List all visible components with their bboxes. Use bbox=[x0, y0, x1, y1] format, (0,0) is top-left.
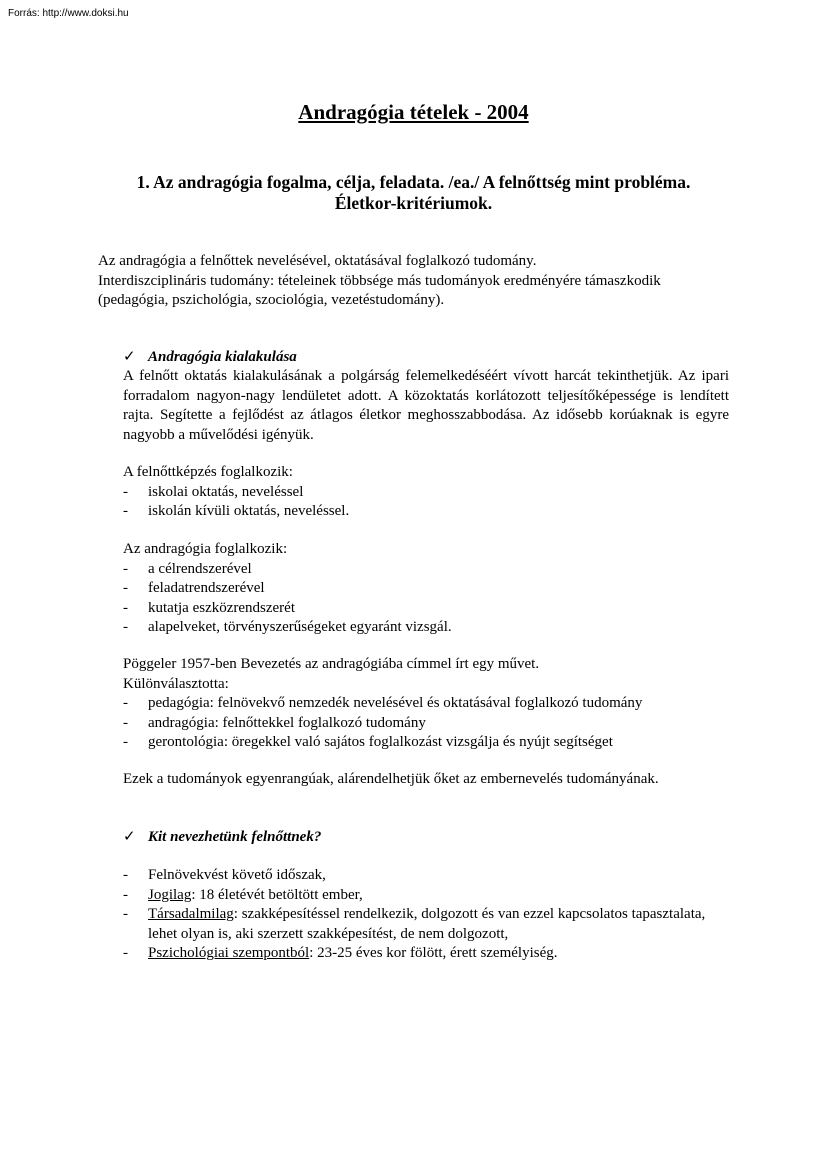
dash-bullet: - bbox=[123, 734, 128, 751]
dash-bullet: - bbox=[123, 945, 128, 962]
list-item: - gerontológia: öregekkel való sajátos foglalkozást vizsgálja és nyújt segítséget bbox=[123, 733, 729, 753]
list-item: - Felnövekvést követő időszak, bbox=[123, 866, 729, 886]
dash-bullet: - bbox=[123, 483, 128, 500]
section-title: Kit nevezhetünk felnőttnek? bbox=[148, 829, 322, 845]
dash-bullet: - bbox=[123, 560, 128, 577]
poggeler-line: Pöggeler 1957-ben Bevezetés az andragógiába címmel írt egy művet. bbox=[123, 656, 540, 672]
section-title: Andragógia kialakulása bbox=[148, 349, 297, 365]
dash-bullet: - bbox=[123, 906, 128, 923]
list-item: - pedagógia: felnövekvő nemzedék nevelésével és oktatásával foglalkozó tudomány bbox=[123, 694, 729, 714]
intro-line: (pedagógia, pszichológia, szociológia, vezetéstudomány). bbox=[98, 292, 445, 309]
list-item: - alapelveket, törvényszerűségeket egyaránt vizsgál. bbox=[123, 618, 729, 638]
dash-bullet: - bbox=[123, 599, 128, 616]
underlined-term: Jogilag bbox=[148, 886, 192, 903]
dash-bullet: - bbox=[123, 580, 128, 597]
dash-bullet: - bbox=[123, 695, 128, 712]
chapter-heading bbox=[80, 172, 747, 214]
section-heading-kialakulas bbox=[123, 347, 297, 367]
list-item: - andragógia: felnőttekkel foglalkozó tudomány bbox=[123, 714, 729, 734]
underlined-term: Pszichológiai szempontból bbox=[148, 945, 310, 962]
felnottkepzes-block bbox=[123, 463, 729, 522]
felnottkepzes-list bbox=[123, 483, 729, 522]
document-title: Andragógia tételek - 2004 bbox=[298, 100, 529, 124]
list-item: - kutatja eszközrendszerét bbox=[123, 599, 729, 619]
felnott-list bbox=[123, 866, 729, 964]
dash-bullet: - bbox=[123, 503, 128, 520]
list-item: - Pszichológiai szempontból: 23-25 éves kor fölött, érett személyiség. bbox=[123, 944, 729, 964]
intro-paragraph bbox=[98, 252, 738, 311]
poggeler-block bbox=[123, 655, 729, 753]
felnott-definition-block bbox=[123, 866, 729, 964]
list-item: - iskolai oktatás, neveléssel bbox=[123, 483, 729, 503]
underlined-term: Társadalmilag bbox=[148, 906, 234, 923]
dash-bullet: - bbox=[123, 886, 128, 903]
checkmark-icon: ✓ bbox=[123, 349, 136, 365]
list-intro: A felnőttképzés foglalkozik: bbox=[123, 464, 293, 480]
kialakulas-paragraph: A felnőtt oktatás kialakulásának a polgárság felemelkedéséért vívott harcát tekinthetjük. Az ipari forradalom nagyon-nagy lendületet adott. A közoktatás korlátozott teljesítőképessége is lendített rajta. Segítette a fejlődést az átlagos életkor meghosszabbodása. Az idősebb korúaknak is egyre nagyobb a művelődési igényük. bbox=[123, 368, 729, 443]
checkmark-icon: ✓ bbox=[123, 829, 136, 845]
chapter-heading-line-1: 1. Az andragógia fogalma, célja, feladata. /ea./ A felnőttség mint probléma. bbox=[136, 172, 691, 192]
closing-paragraph: Ezek a tudományok egyenrangúak, alárendelhetjük őket az embernevelés tudományának. bbox=[123, 771, 659, 787]
chapter-heading-line-2: Életkor-kritériumok. bbox=[334, 193, 493, 213]
intro-line: Az andragógia a felnőttek nevelésével, oktatásával foglalkozó tudomány. bbox=[98, 253, 537, 269]
list-item: - Jogilag: 18 életévét betöltött ember, bbox=[123, 886, 729, 906]
kulonvalasztotta-list bbox=[123, 694, 729, 753]
dash-bullet: - bbox=[123, 619, 128, 636]
list-item: - feladatrendszerével bbox=[123, 579, 729, 599]
poggeler-line: Különválasztotta: bbox=[123, 675, 229, 692]
dash-bullet: - bbox=[123, 714, 128, 731]
andragogia-list bbox=[123, 560, 729, 638]
source-label: Forrás: http://www.doksi.hu bbox=[8, 8, 129, 19]
list-intro: Az andragógia foglalkozik: bbox=[123, 541, 288, 557]
list-item: - iskolán kívüli oktatás, neveléssel. bbox=[123, 502, 729, 522]
list-item: - Társadalmilag: szakképesítéssel rendelkezik, dolgozott és van ezzel kapcsolatos tapasztalata, lehet olyan is, aki szerzett szakképesítést, de nem dolgozott, bbox=[123, 906, 706, 942]
section-heading-felnott bbox=[123, 827, 321, 847]
andragogia-foglalkozik-block bbox=[123, 540, 729, 638]
intro-line: Interdiszciplináris tudomány: tételeinek többsége más tudományok eredményére támaszkodik bbox=[98, 272, 661, 289]
list-item: - a célrendszerével bbox=[123, 560, 729, 580]
dash-bullet: - bbox=[123, 867, 128, 883]
